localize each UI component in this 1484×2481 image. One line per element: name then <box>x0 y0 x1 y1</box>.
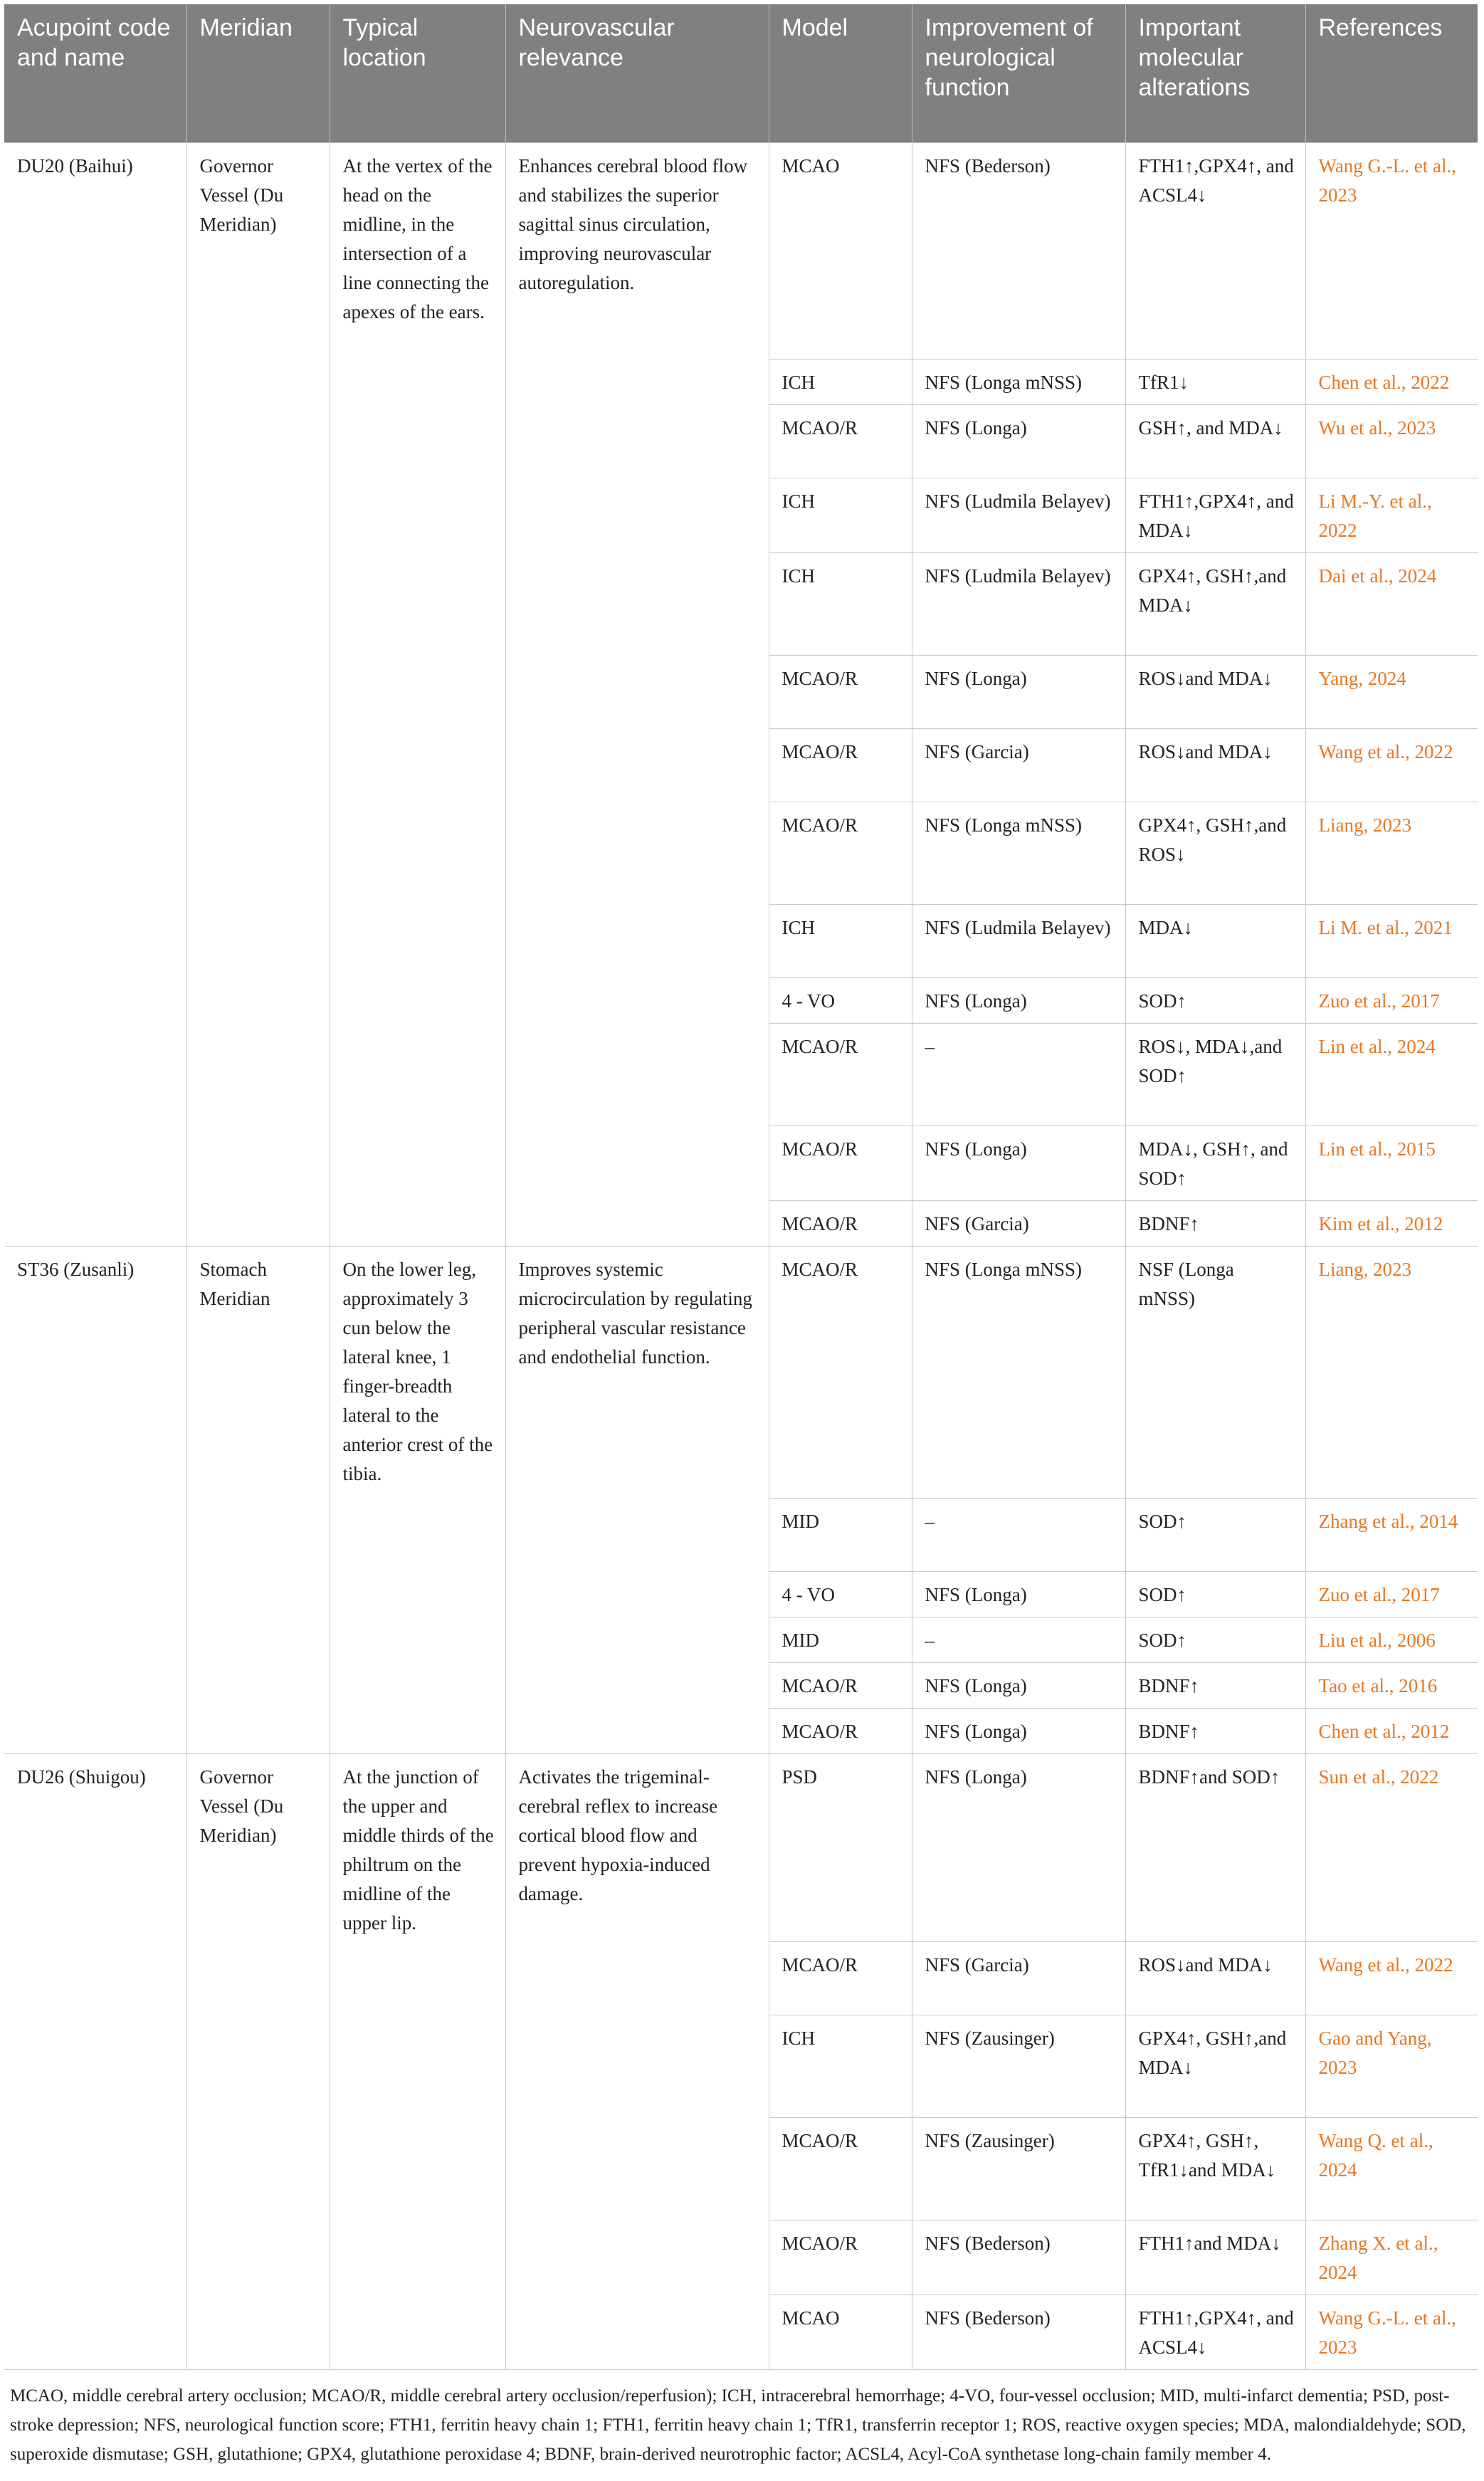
acupoint-cell: ST36 (Zusanli) <box>4 1246 186 1753</box>
model-cell: 4 - VO <box>769 977 912 1023</box>
model-cell: MCAO/R <box>769 1023 912 1126</box>
reference-link[interactable]: Chen et al., 2012 <box>1305 1708 1478 1753</box>
table-container <box>4 4 1478 2469</box>
nfs-cell: NFS (Longa) <box>912 1126 1125 1200</box>
model-cell: ICH <box>769 2015 912 2117</box>
nfs-cell: NFS (Ludmila Belayev) <box>912 552 1125 655</box>
molecular-cell: BDNF↑ <box>1125 1662 1305 1708</box>
molecular-cell: SOD↑ <box>1125 1617 1305 1662</box>
molecular-cell: FTH1↑,GPX4↑, and MDA↓ <box>1125 478 1305 552</box>
molecular-cell: GPX4↑, GSH↑, TfR1↓and MDA↓ <box>1125 2117 1305 2220</box>
model-cell: ICH <box>769 904 912 977</box>
nfs-cell: NFS (Longa mNSS) <box>912 802 1125 904</box>
reference-link[interactable]: Chen et al., 2022 <box>1305 359 1478 404</box>
location-cell: On the lower leg, approximately 3 cun below the lateral knee, 1 finger-breadth lateral to the anterior crest of the tibia. <box>330 1246 505 1753</box>
header-references: References <box>1305 4 1478 142</box>
relevance-cell: Activates the trigeminal-cerebral reflex to increase cortical blood flow and prevent hypoxia-induced damage. <box>505 1753 769 2369</box>
nfs-cell: NFS (Bederson) <box>912 2294 1125 2369</box>
reference-link[interactable]: Zhang X. et al., 2024 <box>1305 2220 1478 2294</box>
reference-link[interactable]: Wu et al., 2023 <box>1305 404 1478 478</box>
header-location: Typical location <box>330 4 505 142</box>
table-row <box>4 1246 1478 1498</box>
footnote: MCAO, middle cerebral artery occlusion; MCAO/R, middle cerebral artery occlusion/reperfusion); ICH, intracerebral hemorrhage; 4-VO, four-vessel occlusion; MID, multi-infarct dementia; PSD, post-stroke depression; NFS, neurological function score; FTH1, ferritin heavy chain 1; FTH1, ferritin heavy chain 1; TfR1, transferrin receptor 1; ROS, reactive oxygen species; MDA, malondialdehyde; SOD, superoxide dismutase; GSH, glutathione; GPX4, glutathione peroxidase 4; BDNF, brain-derived neurotrophic factor; ACSL4, Acyl-CoA synthetase long-chain family member 4. <box>10 2386 1466 2464</box>
molecular-cell: MDA↓, GSH↑, and SOD↑ <box>1125 1126 1305 1200</box>
model-cell: MCAO/R <box>769 802 912 904</box>
table-header <box>4 4 1478 142</box>
molecular-cell: BDNF↑and SOD↑ <box>1125 1753 1305 1941</box>
molecular-cell: TfR1↓ <box>1125 359 1305 404</box>
reference-link[interactable]: Tao et al., 2016 <box>1305 1662 1478 1708</box>
reference-link[interactable]: Wang et al., 2022 <box>1305 1941 1478 2015</box>
model-cell: MCAO/R <box>769 404 912 478</box>
relevance-cell: Improves systemic microcirculation by regulating peripheral vascular resistance and endothelial function. <box>505 1246 769 1753</box>
header-acupoint: Acupoint code and name <box>4 4 186 142</box>
nfs-cell: NFS (Longa) <box>912 1753 1125 1941</box>
reference-link[interactable]: Lin et al., 2024 <box>1305 1023 1478 1126</box>
model-cell: MCAO/R <box>769 655 912 728</box>
nfs-cell: NFS (Zausinger) <box>912 2015 1125 2117</box>
molecular-cell: SOD↑ <box>1125 977 1305 1023</box>
header-model: Model <box>769 4 912 142</box>
nfs-cell: NFS (Bederson) <box>912 142 1125 359</box>
nfs-cell: NFS (Zausinger) <box>912 2117 1125 2220</box>
molecular-cell: ROS↓, MDA↓,and SOD↑ <box>1125 1023 1305 1126</box>
reference-link[interactable]: Zhang et al., 2014 <box>1305 1498 1478 1571</box>
nfs-cell: NFS (Longa) <box>912 655 1125 728</box>
nfs-cell: NFS (Longa) <box>912 977 1125 1023</box>
molecular-cell: BDNF↑ <box>1125 1200 1305 1246</box>
model-cell: ICH <box>769 478 912 552</box>
molecular-cell: FTH1↑and MDA↓ <box>1125 2220 1305 2294</box>
molecular-cell: ROS↓and MDA↓ <box>1125 1941 1305 2015</box>
molecular-cell: GPX4↑, GSH↑,and MDA↓ <box>1125 2015 1305 2117</box>
reference-link[interactable]: Liang, 2023 <box>1305 802 1478 904</box>
nfs-cell: NFS (Longa mNSS) <box>912 1246 1125 1498</box>
nfs-cell: NFS (Garcia) <box>912 728 1125 802</box>
molecular-cell: ROS↓and MDA↓ <box>1125 728 1305 802</box>
nfs-cell: NFS (Ludmila Belayev) <box>912 904 1125 977</box>
nfs-cell: NFS (Ludmila Belayev) <box>912 478 1125 552</box>
table-row <box>4 142 1478 359</box>
model-cell: ICH <box>769 552 912 655</box>
model-cell: PSD <box>769 1753 912 1941</box>
nfs-cell: – <box>912 1617 1125 1662</box>
reference-link[interactable]: Liang, 2023 <box>1305 1246 1478 1498</box>
molecular-cell: SOD↑ <box>1125 1498 1305 1571</box>
nfs-cell: NFS (Longa mNSS) <box>912 359 1125 404</box>
nfs-cell: NFS (Garcia) <box>912 1941 1125 2015</box>
nfs-cell: NFS (Longa) <box>912 1662 1125 1708</box>
nfs-cell: – <box>912 1023 1125 1126</box>
meridian-cell: Governor Vessel (Du Meridian) <box>186 1753 330 2369</box>
reference-link[interactable]: Dai et al., 2024 <box>1305 552 1478 655</box>
reference-link[interactable]: Lin et al., 2015 <box>1305 1126 1478 1200</box>
molecular-cell: SOD↑ <box>1125 1571 1305 1617</box>
reference-link[interactable]: Gao and Yang, 2023 <box>1305 2015 1478 2117</box>
nfs-cell: NFS (Longa) <box>912 1708 1125 1753</box>
nfs-cell: – <box>912 1498 1125 1571</box>
header-relevance: Neurovascular relevance <box>505 4 769 142</box>
model-cell: MCAO/R <box>769 1200 912 1246</box>
model-cell: 4 - VO <box>769 1571 912 1617</box>
nfs-cell: NFS (Longa) <box>912 1571 1125 1617</box>
model-cell: MCAO <box>769 2294 912 2369</box>
header-meridian: Meridian <box>186 4 330 142</box>
location-cell: At the vertex of the head on the midline, in the intersection of a line connecting the apexes of the ears. <box>330 142 505 1246</box>
model-cell: MCAO/R <box>769 728 912 802</box>
model-cell: MID <box>769 1617 912 1662</box>
molecular-cell: ROS↓and MDA↓ <box>1125 655 1305 728</box>
molecular-cell: FTH1↑,GPX4↑, and ACSL4↓ <box>1125 2294 1305 2369</box>
acupoint-table <box>4 4 1478 2370</box>
reference-link[interactable]: Li M. et al., 2021 <box>1305 904 1478 977</box>
reference-link[interactable]: Li M.-Y. et al., 2022 <box>1305 478 1478 552</box>
model-cell: MCAO/R <box>769 2117 912 2220</box>
meridian-cell: Governor Vessel (Du Meridian) <box>186 142 330 1246</box>
model-cell: MCAO/R <box>769 1941 912 2015</box>
model-cell: MCAO/R <box>769 1246 912 1498</box>
header-improvement: Improvement of neurological function <box>912 4 1125 142</box>
model-cell: MCAO/R <box>769 1662 912 1708</box>
reference-link[interactable]: Wang et al., 2022 <box>1305 728 1478 802</box>
acupoint-cell: DU26 (Shuigou) <box>4 1753 186 2369</box>
model-cell: MCAO/R <box>769 2220 912 2294</box>
model-cell: MCAO/R <box>769 1708 912 1753</box>
location-cell: At the junction of the upper and middle thirds of the philtrum on the midline of the upper lip. <box>330 1753 505 2369</box>
table-row <box>4 1753 1478 1941</box>
molecular-cell: GPX4↑, GSH↑,and MDA↓ <box>1125 552 1305 655</box>
relevance-cell: Enhances cerebral blood flow and stabilizes the superior sagittal sinus circulation, improving neurovascular autoregulation. <box>505 142 769 1246</box>
meridian-cell: Stomach Meridian <box>186 1246 330 1753</box>
nfs-cell: NFS (Garcia) <box>912 1200 1125 1246</box>
nfs-cell: NFS (Longa) <box>912 404 1125 478</box>
reference-link[interactable]: Wang G.-L. et al., 2023 <box>1305 2294 1478 2369</box>
molecular-cell: FTH1↑,GPX4↑, and ACSL4↓ <box>1125 142 1305 359</box>
table-body <box>4 142 1478 2369</box>
reference-link[interactable]: Liu et al., 2006 <box>1305 1617 1478 1662</box>
reference-link[interactable]: Wang G.-L. et al., 2023 <box>1305 142 1478 359</box>
model-cell: MCAO/R <box>769 1126 912 1200</box>
reference-link[interactable]: Sun et al., 2022 <box>1305 1753 1478 1941</box>
reference-link[interactable]: Wang Q. et al., 2024 <box>1305 2117 1478 2220</box>
molecular-cell: MDA↓ <box>1125 904 1305 977</box>
nfs-cell: NFS (Bederson) <box>912 2220 1125 2294</box>
model-cell: MID <box>769 1498 912 1571</box>
reference-link[interactable]: Yang, 2024 <box>1305 655 1478 728</box>
molecular-cell: GPX4↑, GSH↑,and ROS↓ <box>1125 802 1305 904</box>
reference-link[interactable]: Zuo et al., 2017 <box>1305 1571 1478 1617</box>
model-cell: MCAO <box>769 142 912 359</box>
header-molecular: Important molecular alterations <box>1125 4 1305 142</box>
reference-link[interactable]: Zuo et al., 2017 <box>1305 977 1478 1023</box>
model-cell: ICH <box>769 359 912 404</box>
acupoint-cell: DU20 (Baihui) <box>4 142 186 1246</box>
reference-link[interactable]: Kim et al., 2012 <box>1305 1200 1478 1246</box>
molecular-cell: GSH↑, and MDA↓ <box>1125 404 1305 478</box>
molecular-cell: NSF (Longa mNSS) <box>1125 1246 1305 1498</box>
molecular-cell: BDNF↑ <box>1125 1708 1305 1753</box>
